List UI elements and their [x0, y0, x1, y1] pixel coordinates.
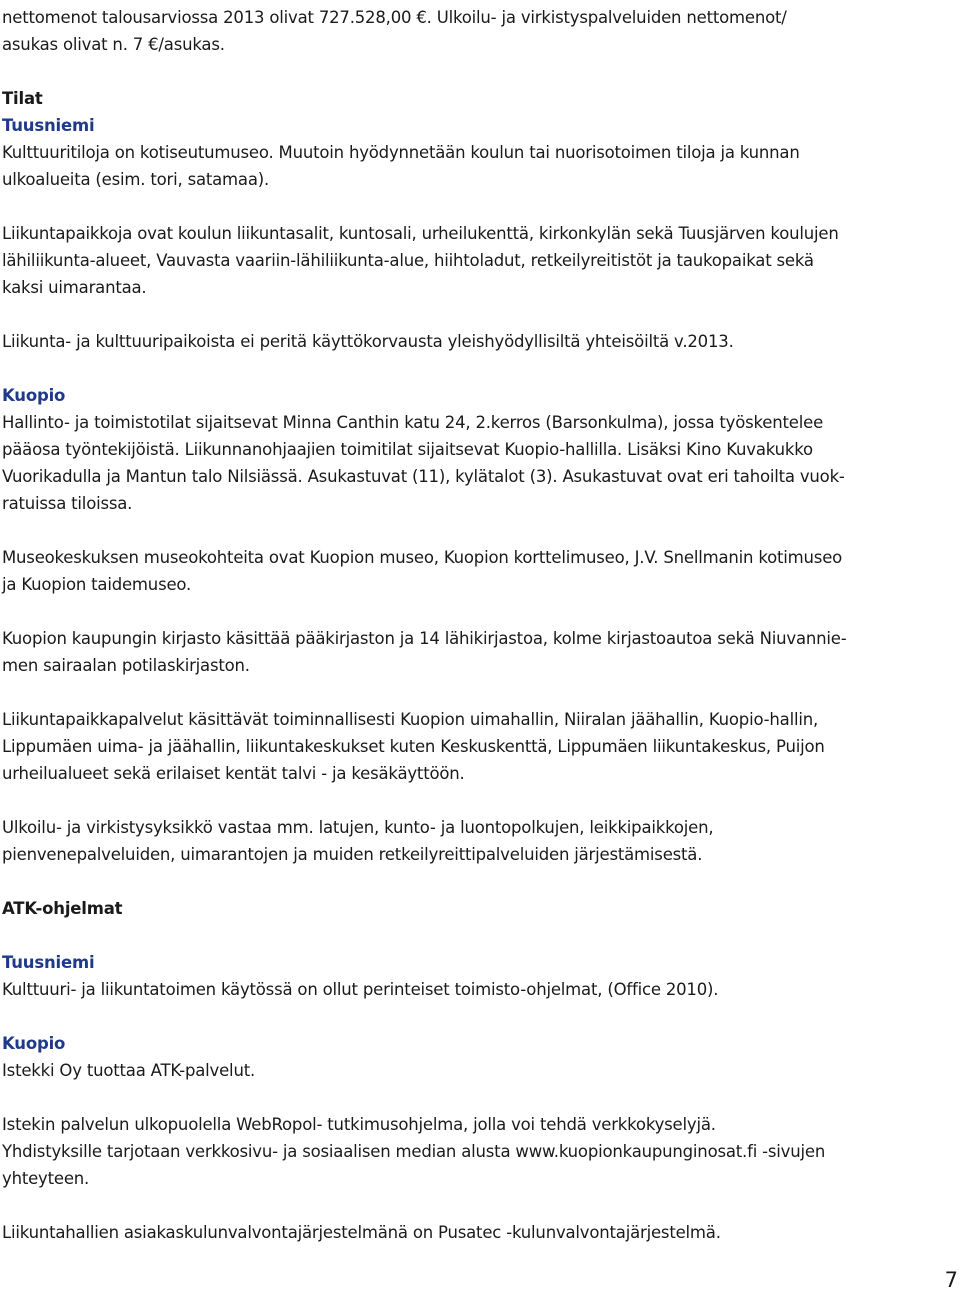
section-heading-tilat: Tilat: [2, 89, 43, 108]
paragraph-line: kaksi uimarantaa.: [2, 278, 147, 297]
paragraph-line: Liikunta- ja kulttuuripaikoista ei peritä käyttökorvausta yleishyödyllisiltä yhteisöiltä v.2013.: [2, 332, 734, 351]
paragraph-line: Liikuntahallien asiakaskulunvalvontajärjestelmänä on Pusatec -kulunvalvontajärjestelmä.: [2, 1223, 721, 1242]
paragraph-line: pääosa työntekijöistä. Liikunnanohjaajien toimitilat sijaitsevat Kuopio-hallilla. Lisäksi Kino Kuvakukko: [2, 440, 813, 459]
intro-line-2: asukas olivat n. 7 €/asukas.: [2, 35, 225, 54]
paragraph-line: Lippumäen uima- ja jäähallin, liikuntakeskukset kuten Keskuskenttä, Lippumäen liikuntakeskus, Puijon: [2, 737, 825, 756]
subheading-kuopio: Kuopio: [2, 386, 66, 405]
paragraph-line: Kuopion kaupungin kirjasto käsittää pääkirjaston ja 14 lähikirjastoa, kolme kirjastoautoa sekä Niuvannie-: [2, 629, 847, 648]
paragraph-line: Hallinto- ja toimistotilat sijaitsevat Minna Canthin katu 24, 2.kerros (Barsonkulma), jossa työskentelee: [2, 413, 824, 432]
paragraph-line: urheilualueet sekä erilaiset kentät talvi - ja kesäkäyttöön.: [2, 764, 465, 783]
paragraph-line: men sairaalan potilaskirjaston.: [2, 656, 250, 675]
paragraph-line: Liikuntapaikkoja ovat koulun liikuntasalit, kuntosali, urheilukenttä, kirkonkylän sekä Tuusjärven koulujen: [2, 224, 839, 243]
paragraph-line: Liikuntapaikkapalvelut käsittävät toiminnallisesti Kuopion uimahallin, Niiralan jäähallin, Kuopio-hallin,: [2, 710, 819, 729]
paragraph-line: Kulttuuri- ja liikuntatoimen käytössä on ollut perinteiset toimisto-ohjelmat, (Office 2010).: [2, 980, 719, 999]
paragraph-line: Museokeskuksen museokohteita ovat Kuopion museo, Kuopion korttelimuseo, J.V. Snellmanin kotimuseo: [2, 548, 843, 567]
section-heading-atk-ohjelmat: ATK-ohjelmat: [2, 899, 123, 918]
document-page: [2, 0, 950, 1246]
paragraph-line: Istekin palvelun ulkopuolella WebRopol- tutkimusohjelma, jolla voi tehdä verkkokyselyjä.: [2, 1115, 716, 1134]
paragraph-line: Yhdistyksille tarjotaan verkkosivu- ja sosiaalisen median alusta www.kuopionkaupunginosat.fi -sivujen: [2, 1142, 826, 1161]
page-number: 7: [944, 1268, 958, 1292]
paragraph-line: yhteyteen.: [2, 1169, 90, 1188]
subheading-kuopio: Kuopio: [2, 1034, 66, 1053]
paragraph-line: pienvenepalveluiden, uimarantojen ja muiden retkeilyreittipalveluiden järjestämisestä.: [2, 845, 703, 864]
paragraph-line: Ulkoilu- ja virkistysyksikkö vastaa mm. latujen, kunto- ja luontopolkujen, leikkipaikkojen,: [2, 818, 714, 837]
paragraph-line: Kulttuuritiloja on kotiseutumuseo. Muutoin hyödynnetään koulun tai nuorisotoimen tiloja ja kunnan: [2, 143, 800, 162]
paragraph-line: Istekki Oy tuottaa ATK-palvelut.: [2, 1061, 256, 1080]
paragraph-line: ulkoalueita (esim. tori, satamaa).: [2, 170, 270, 189]
subheading-tuusniemi: Tuusniemi: [2, 116, 95, 135]
subheading-tuusniemi: Tuusniemi: [2, 953, 95, 972]
paragraph-line: Vuorikadulla ja Mantun talo Nilsiässä. Asukastuvat (11), kylätalot (3). Asukastuvat ovat eri tahoilta vuok-: [2, 467, 845, 486]
paragraph-line: lähiliikunta-alueet, Vauvasta vaariin-lähiliikunta-alue, hiihtoladut, retkeilyreitistöt ja taukopaikat sekä: [2, 251, 814, 270]
paragraph-line: ja Kuopion taidemuseo.: [2, 575, 192, 594]
intro-line-1: nettomenot talousarviossa 2013 olivat 727.528,00 €. Ulkoilu- ja virkistyspalveluiden nettomenot/: [2, 8, 787, 27]
paragraph-line: ratuissa tiloissa.: [2, 494, 133, 513]
